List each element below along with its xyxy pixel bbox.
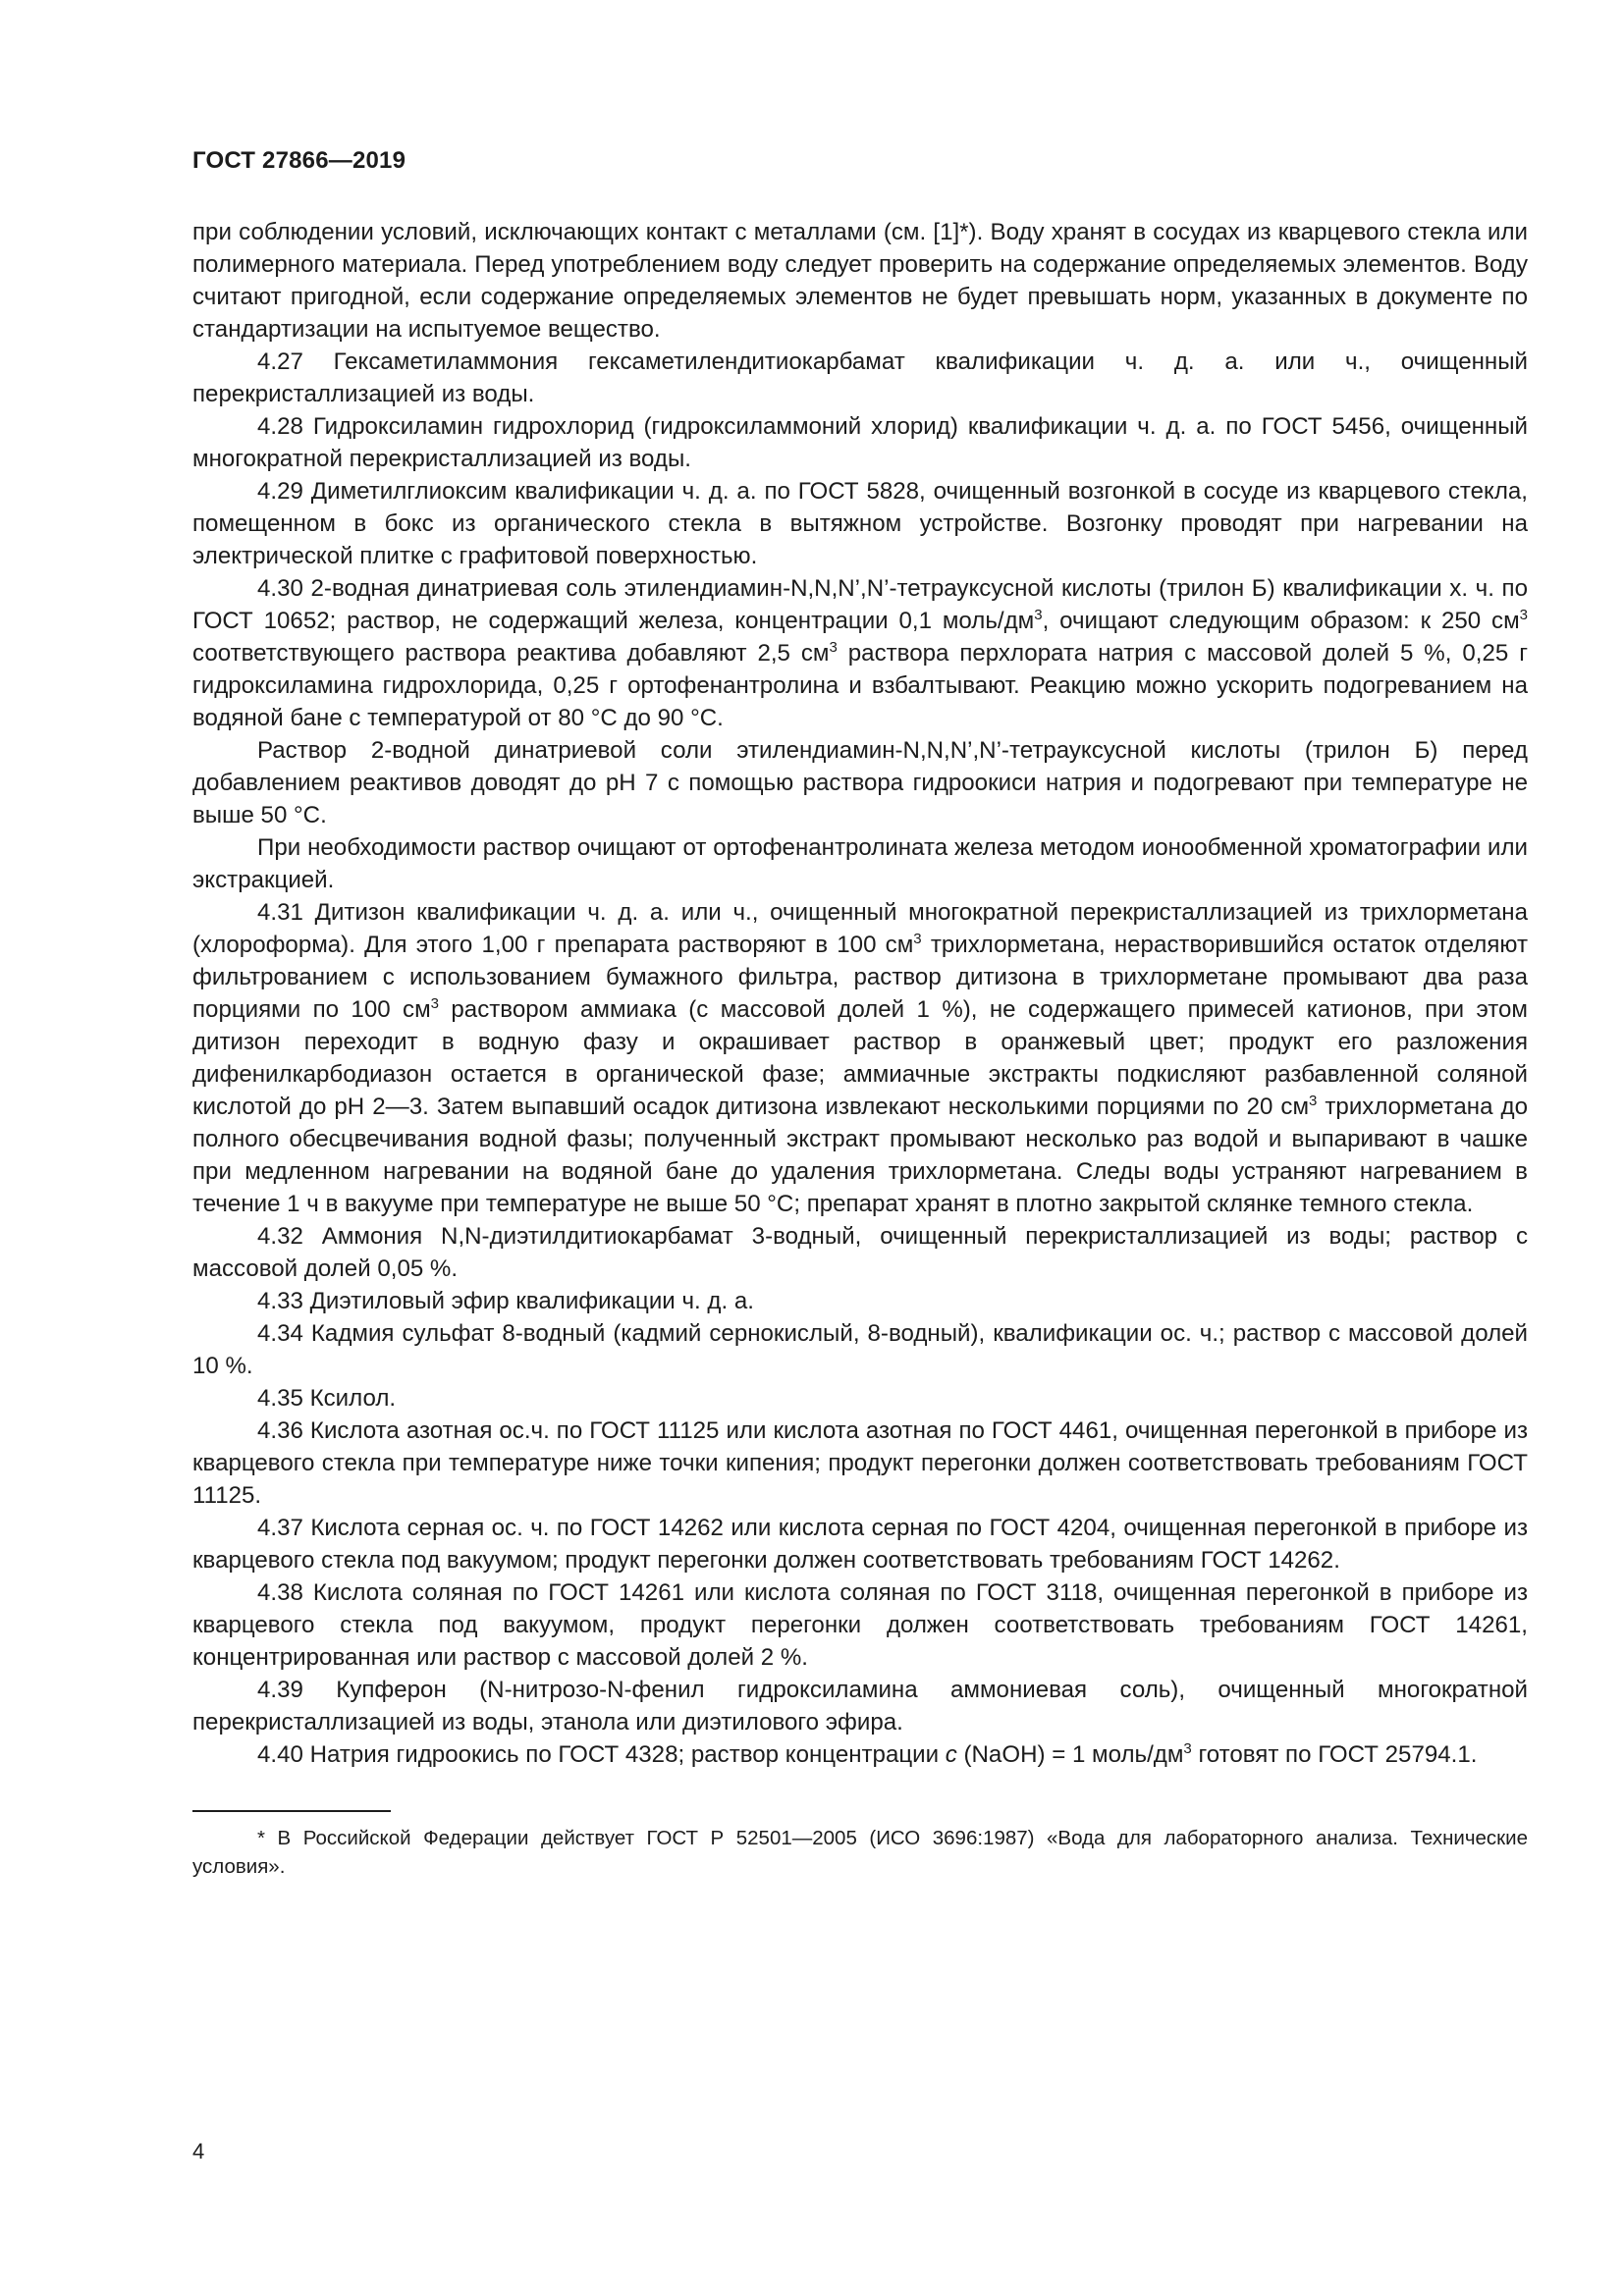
footnote-divider [192, 1810, 391, 1812]
paragraph-p4-27: 4.27 Гексаметиламмония гексаметилендитиокарбамат квалификации ч. д. а. или ч., очищенный перекристаллизацией из воды. [192, 348, 1528, 407]
paragraph-p4-35: 4.35 Ксилол. [257, 1385, 397, 1412]
paragraph-p4-33: 4.33 Диэтиловый эфир квалификации ч. д. а. [257, 1288, 754, 1314]
document-body [192, 216, 1528, 1771]
paragraph-p0: при соблюдении условий, исключающих контакт с металлами (см. [1]*). Воду хранят в сосудах из кварцевого стекла или полимерного материала. Перед употреблением воду следует проверить на содержание определяемых элементов. Воду считают пригодной, если содержание определяемых элементов не будет превышать норм, указанных в документе по стандартизации на испытуемое вещество. [192, 219, 1528, 343]
paragraph-p4-31: 4.31 Дитизон квалификации ч. д. а. или ч., очищенный многократной перекристаллизацией из трихлорметана (хлороформа). Для этого 1,00 г препарата растворяют в 100 $см^3$ трихлорметана, нерастворившийся остаток отделяют фильтрованием с использованием бумажного фильтра, раствор дитизона в трихлорметане промывают два раза порциями по 100 $см^3$ раствором аммиака (с массовой долей 1 %), не содержащего примесей катионов, при этом дитизон переходит в водную фазу и окрашивает раствор в оранжевый цвет; продукт его разложения дифенилкарбодиазон остается в органической фазе; аммиачные экстракты подкисляют разбавленной соляной кислотой до рН 2—3. Затем выпавший осадок дитизона извлекают несколькими порциями по 20 $см^3$ трихлорметана до полного обесцвечивания водной фазы; полученный экстракт промывают несколько раз водой и выпаривают в чашке при медленном нагревании на водяной бане до удаления трихлорметана. Следы воды устраняют нагреванием в течение 1 ч в вакууме при температуре не выше 50 °С; препарат хранят в плотно закрытой склянке темного стекла. [192, 899, 1528, 1217]
document-page [192, 147, 1528, 1881]
page-number: 4 [192, 2139, 205, 2163]
paragraph-p4-39: 4.39 Купферон (N-нитрозо-N-фенил гидроксиламина аммониевая соль), очищенный многократной перекристаллизацией из воды, этанола или диэтилового эфира. [192, 1677, 1528, 1735]
paragraph-p4-29: 4.29 Диметилглиоксим квалификации ч. д. а. по ГОСТ 5828, очищенный возгонкой в сосуде из кварцевого стекла, помещенном в бокс из органического стекла в вытяжном устройстве. Возгонку проводят при нагревании на электрической плитке с графитовой поверхностью. [192, 478, 1528, 569]
paragraph-p4-30c: При необходимости раствор очищают от ортофенантролината железа методом ионообменной хроматографии или экстракцией. [192, 834, 1528, 893]
footnote: * В Российской Федерации действует ГОСТ Р 52501—2005 (ИСО 3696:1987) «Вода для лабораторного анализа. Технические условия». [192, 1827, 1528, 1878]
paragraph-p4-36: 4.36 Кислота азотная ос.ч. по ГОСТ 11125 или кислота азотная по ГОСТ 4461, очищенная перегонкой в приборе из кварцевого стекла при температуре ниже точки кипения; продукт перегонки должен соответствовать требованиям ГОСТ 11125. [192, 1417, 1528, 1509]
paragraph-p4-38: 4.38 Кислота соляная по ГОСТ 14261 или кислота соляная по ГОСТ 3118, очищенная перегонкой в приборе из кварцевого стекла под вакуумом, продукт перегонки должен соответствовать требованиям ГОСТ 14261, концентрированная или раствор с массовой долей 2 %. [192, 1579, 1528, 1671]
paragraph-p4-30: 4.30 2-водная динатриевая соль этилендиамин-N,N,N’,N’-тетрауксусной кислоты (трилон Б) квалификации х. ч. по ГОСТ 10652; раствор, не содержащий железа, концентрации 0,1 моль/$дм^3$, очищают следующим образом: к 250 $см^3$ соответствующего раствора реактива добавляют 2,5 $см^3$ раствора перхлората натрия с массовой долей 5 %, 0,25 г гидроксиламина гидрохлорида, 0,25 г ортофенантролина и взбалтывают. Реакцию можно ускорить подогреванием на водяной бане с температурой от 80 °С до 90 °С. [192, 575, 1528, 731]
paragraph-p4-30b: Раствор 2-водной динатриевой соли этилендиамин-N,N,N’,N’-тетрауксусной кислоты (трилон Б) перед добавлением реактивов доводят до рН 7 с помощью раствора гидроокиси натрия и подогревают при температуре не выше 50 °С. [192, 737, 1528, 828]
paragraph-p4-28: 4.28 Гидроксиламин гидрохлорид (гидроксиламмоний хлорид) квалификации ч. д. а. по ГОСТ 5456, очищенный многократной перекристаллизацией из воды. [192, 413, 1528, 472]
paragraph-p4-34: 4.34 Кадмия сульфат 8-водный (кадмий сернокислый, 8-водный), квалификации ос. ч.; раствор с массовой долей 10 %. [192, 1320, 1528, 1379]
paragraph-p4-32: 4.32 Аммония N,N-диэтилдитиокарбамат 3-водный, очищенный перекристаллизацией из воды; раствор с массовой долей 0,05 %. [192, 1223, 1528, 1282]
paragraph-p4-37: 4.37 Кислота серная ос. ч. по ГОСТ 14262 или кислота серная по ГОСТ 4204, очищенная перегонкой в приборе из кварцевого стекла под вакуумом; продукт перегонки должен соответствовать требованиям ГОСТ 14262. [192, 1515, 1528, 1574]
document-header: ГОСТ 27866—2019 [192, 147, 406, 174]
paragraph-p4-40: 4.40 Натрия гидроокись по ГОСТ 4328; раствор концентрации с (NaOH) = 1 моль/$дм^3$ готовят по ГОСТ 25794.1. [257, 1740, 1478, 1768]
